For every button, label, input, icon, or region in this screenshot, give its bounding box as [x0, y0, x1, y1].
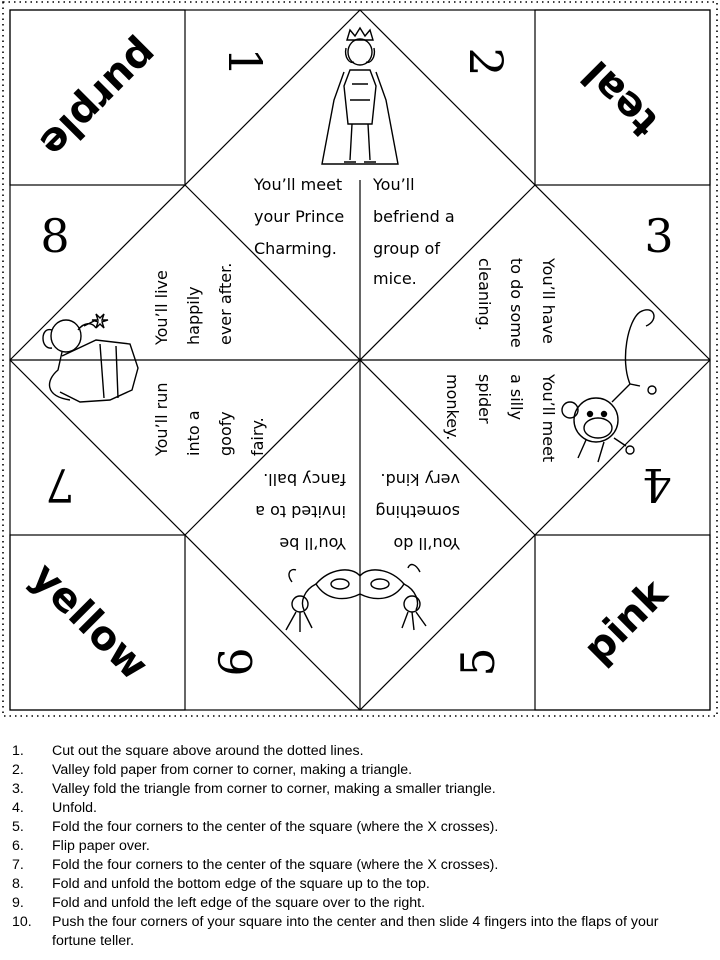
color-word-yellow: yellow	[21, 554, 157, 690]
fortune-line: fairy.	[248, 417, 267, 456]
instruction-text: Push the four corners of your square into the center and then slide 4 fingers into the flaps of your fortune teller.	[52, 914, 659, 949]
fortune-3	[475, 257, 558, 348]
number-8: 8	[40, 209, 70, 263]
fortune-line: You’ll do	[393, 534, 460, 553]
prince-illustration	[322, 28, 398, 164]
fortune-7	[152, 383, 267, 458]
fortune-line: group of	[373, 239, 440, 258]
instruction-item	[12, 875, 702, 894]
fortune-8	[152, 263, 235, 346]
fortune-line: happily	[184, 286, 203, 345]
fortune-line: You’ll live	[152, 270, 171, 345]
instruction-number: 2.	[12, 762, 24, 778]
fortune-line: fancy ball.	[263, 470, 346, 489]
number-3: 3	[644, 209, 674, 263]
fortune-line: something	[375, 502, 460, 521]
instruction-text: Fold and unfold the bottom edge of the square up to the top.	[52, 876, 430, 892]
fortune-line: cleaning.	[475, 258, 494, 331]
fortune-line: invited to a	[255, 502, 346, 521]
instruction-text: Fold the four corners to the center of the square (where the X crosses).	[52, 819, 499, 835]
fortune-line: goofy	[216, 411, 235, 456]
fortune-2	[372, 175, 455, 288]
instruction-item	[12, 780, 702, 799]
number-1: 1	[218, 47, 272, 77]
fortune-5	[375, 470, 461, 553]
instruction-number: 1.	[12, 743, 24, 759]
fortune-line: your Prince	[254, 207, 345, 226]
instructions-list	[12, 742, 702, 951]
number-2: 2	[459, 47, 513, 77]
number-5: 5	[451, 647, 505, 677]
monkey-illustration	[562, 310, 656, 462]
instruction-number: 3.	[12, 781, 24, 797]
fortune-line: befriend a	[373, 207, 455, 226]
instruction-text: Valley fold the triangle from corner to corner, making a smaller triangle.	[52, 781, 496, 797]
instruction-item	[12, 742, 702, 761]
fortune-1	[253, 175, 344, 258]
fortune-line: spider	[475, 374, 494, 424]
instruction-item	[12, 837, 702, 856]
fortune-line: ever after.	[216, 262, 235, 345]
instruction-number: 4.	[12, 800, 24, 816]
instruction-text: Fold and unfold the left edge of the square over to the right.	[52, 895, 426, 911]
instruction-number: 5.	[12, 819, 24, 835]
number-6: 6	[209, 647, 263, 677]
instruction-number: 7.	[12, 857, 24, 873]
fortune-line: into a	[184, 410, 203, 456]
instruction-number: 9.	[12, 895, 24, 911]
instruction-text: Unfold.	[52, 800, 97, 816]
instruction-number: 8.	[12, 876, 24, 892]
number-4: 4	[642, 458, 672, 512]
instruction-item	[12, 856, 702, 875]
instruction-text: Fold the four corners to the center of the square (where the X crosses).	[52, 857, 499, 873]
color-word-teal: teal	[573, 51, 668, 146]
fortune-line: mice.	[373, 269, 417, 288]
fortune-line: You’ll	[373, 175, 415, 194]
fortune-line: You’ll run	[152, 382, 171, 456]
fortune-6	[255, 470, 347, 553]
instruction-number: 10.	[12, 914, 32, 930]
instruction-text: Valley fold paper from corner to corner, making a triangle.	[52, 762, 413, 778]
instruction-text: Cut out the square above around the dotted lines.	[52, 743, 364, 759]
color-word-purple: purple	[30, 30, 167, 167]
fortune-line: very kind.	[380, 470, 460, 489]
fortune-line: monkey.	[443, 374, 462, 441]
fortune-line: Charming.	[254, 239, 337, 258]
fortune-4	[443, 373, 558, 462]
instruction-item	[12, 761, 702, 780]
fortune-line: to do some	[507, 258, 526, 348]
fortune-line: You’ll meet	[254, 175, 343, 194]
instruction-item	[12, 913, 702, 951]
instruction-number: 6.	[12, 838, 24, 854]
fortune-line: You’ll have	[539, 258, 558, 344]
fairy-illustration	[43, 314, 138, 402]
fortune-line: You’ll be	[279, 534, 346, 553]
color-word-pink: pink	[574, 570, 677, 673]
fortune-line: You’ll meet	[539, 374, 558, 463]
fortune-line: a silly	[507, 374, 526, 421]
instruction-item	[12, 818, 702, 837]
masquerade-mask-illustration	[286, 565, 426, 632]
instruction-item	[12, 894, 702, 913]
instruction-item	[12, 799, 702, 818]
number-7: 7	[45, 458, 75, 512]
instruction-text: Flip paper over.	[52, 838, 150, 854]
